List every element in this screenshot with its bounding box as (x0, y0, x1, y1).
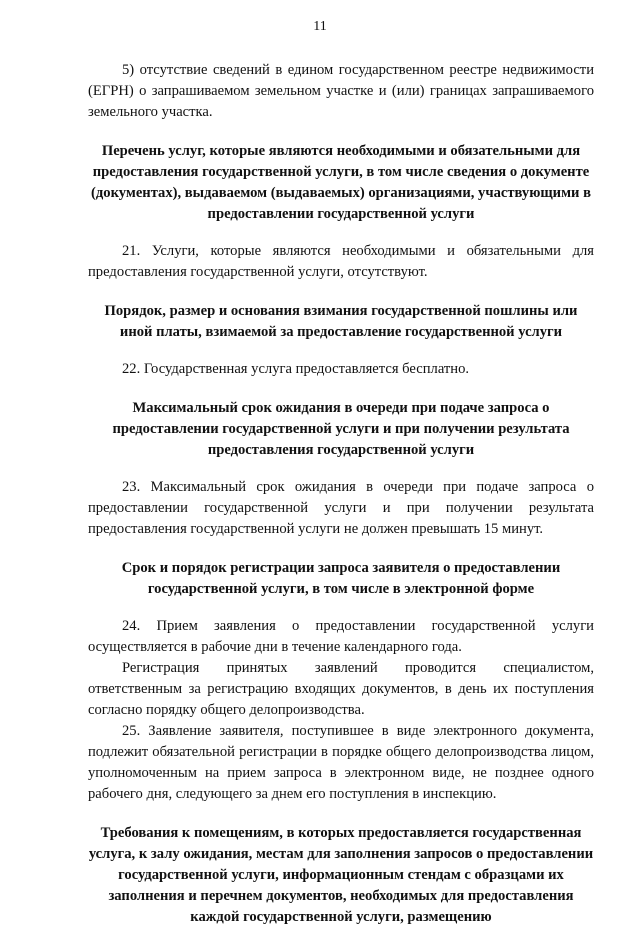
paragraph-registration: Регистрация принятых заявлений проводится специалистом, ответственным за регистрацию входящих документов, в день их поступления согласно порядку общего делопроизводства. (88, 660, 594, 718)
paragraph-23: 23. Максимальный срок ожидания в очереди при подаче запроса о предоставлении государственной услуги и при получении результата предоставления государственной услуги не должен превышать 15 минут. (88, 479, 594, 537)
document-body (88, 60, 594, 928)
heading-necessary-services: Перечень услуг, которые являются необходимыми и обязательными для предоставления государственной услуги, в том числе сведения о документе (документах), выдаваемом (выдаваемых) организациями, участвующими в предоставлении государственной услуги (91, 143, 591, 222)
paragraph-21: 21. Услуги, которые являются необходимыми и обязательными для предоставления государственной услуги, отсутствуют. (88, 243, 594, 280)
page-number: 11 (313, 19, 327, 34)
heading-premises-requirements: Требования к помещениям, в которых предоставляется государственная услуга, к залу ожидания, местам для заполнения запросов о предоставлении государственной услуги, информационным стендам с образцами их заполнения и перечнем документов, необходимых для предоставления каждой государственной услуги, размещению (88, 825, 594, 925)
heading-max-wait: Максимальный срок ожидания в очереди при подаче запроса о предоставлении государственной услуги и при получении результата предоставления государственной услуги (112, 400, 570, 458)
heading-registration: Срок и порядок регистрации запроса заявителя о предоставлении государственной услуги, в том числе в электронной форме (121, 560, 561, 597)
heading-fee-procedure: Порядок, размер и основания взимания государственной пошлины или иной платы, взимаемой за предоставление государственной услуги (104, 303, 578, 340)
paragraph-5: 5) отсутствие сведений в едином государственном реестре недвижимости (ЕГРН) о запрашиваемом земельном участке и (или) границах запрашиваемого земельного участка. (88, 62, 594, 120)
paragraph-25: 25. Заявление заявителя, поступившее в виде электронного документа, подлежит обязательной регистрации в порядке общего делопроизводства лицом, уполномоченным на прием запроса в электронном виде, не позднее одного рабочего дня, следующего за днем его поступления в инспекцию. (88, 723, 594, 802)
paragraph-22: 22. Государственная услуга предоставляется бесплатно. (122, 361, 470, 377)
paragraph-24: 24. Прием заявления о предоставлении государственной услуги осуществляется в рабочие дни в течение календарного года. (88, 618, 594, 655)
